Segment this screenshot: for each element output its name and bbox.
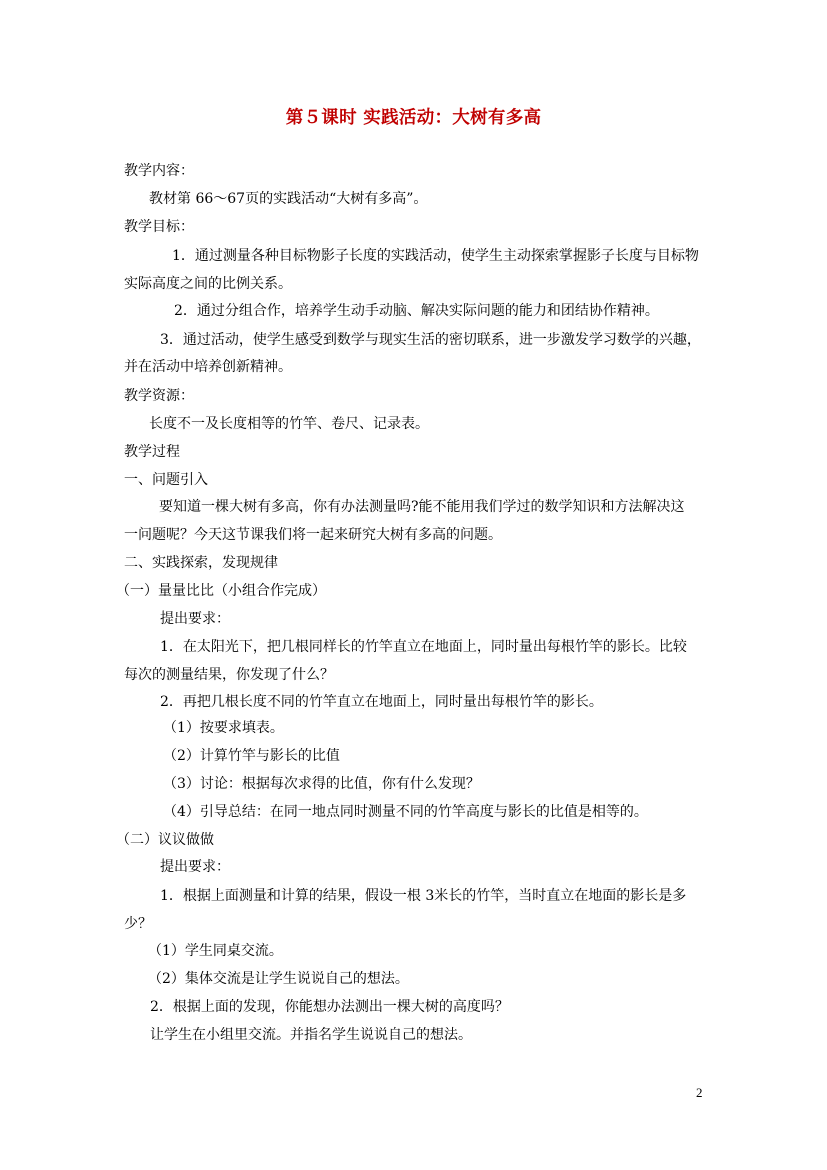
text-line: 一、问题引入 bbox=[124, 472, 208, 488]
text-line: （4）引导总结：在同一地点同时测量不同的竹竿高度与影长的比值是相等的。 bbox=[163, 804, 648, 820]
text-line: 二、实践探索，发现规律 bbox=[124, 555, 278, 571]
text-line: 一问题呢？今天这节课我们将一起来研究大树有多高的问题。 bbox=[124, 527, 502, 543]
text-line: 2．通过分组合作，培养学生动手动脑、解决实际问题的能力和团结协作精神。 bbox=[174, 303, 659, 319]
lesson-title: 第５课时 实践活动：大树有多高 bbox=[285, 108, 542, 128]
text-line: 每次的测量结果，你发现了什么？ bbox=[124, 667, 334, 683]
text-line: 教学目标： bbox=[124, 219, 194, 235]
text-line: （1）按要求填表。 bbox=[163, 720, 284, 736]
text-line: 少？ bbox=[124, 916, 152, 932]
text-line: （一）量量比比（小组合作完成） bbox=[116, 583, 326, 599]
text-line: 并在活动中培养创新精神。 bbox=[124, 359, 292, 375]
text-line: 教材第 66～67页的实践活动“大树有多高”。 bbox=[149, 191, 428, 207]
text-line: 长度不一及长度相等的竹竿、卷尺、记录表。 bbox=[149, 416, 429, 432]
text-line: （3）讨论：根据每次求得的比值，你有什么发现？ bbox=[163, 776, 480, 792]
text-line: 让学生在小组里交流。并指名学生说说自己的想法。 bbox=[150, 1027, 472, 1043]
text-line: 要知道一棵大树有多高，你有办法测量吗?能不能用我们学过的数学知识和方法解决这 bbox=[159, 499, 685, 515]
text-line: （1）学生同桌交流。 bbox=[148, 943, 283, 959]
text-line: 2．根据上面的发现，你能想办法测出一棵大树的高度吗？ bbox=[150, 999, 509, 1015]
text-line: 1．在太阳光下，把几根同样长的竹竿直立在地面上，同时量出每根竹竿的影长。比较 bbox=[160, 639, 687, 655]
text-line: （2）集体交流是让学生说说自己的想法。 bbox=[148, 971, 409, 987]
text-line: 教学内容： bbox=[124, 163, 194, 179]
text-line: 2．再把几根长度不同的竹竿直立在地面上，同时量出每根竹竿的影长。 bbox=[160, 694, 603, 710]
page-number: 2 bbox=[696, 1085, 703, 1100]
text-line: 教学资源： bbox=[124, 388, 194, 404]
text-line: 提出要求： bbox=[160, 611, 230, 627]
text-line: 1．通过测量各种目标物影子长度的实践活动，使学生主动探索掌握影子长度与目标物 bbox=[172, 248, 699, 264]
text-line: 3．通过活动，使学生感受到数学与现实生活的密切联系，进一步激发学习数学的兴趣， bbox=[160, 332, 701, 348]
text-line: 教学过程 bbox=[124, 444, 180, 460]
text-line: 提出要求： bbox=[160, 859, 230, 875]
text-line: （二）议议做做 bbox=[116, 832, 214, 848]
text-line: 1．根据上面测量和计算的结果，假设一根 3米长的竹竿，当时直立在地面的影长是多 bbox=[160, 888, 687, 904]
text-line: 实际高度之间的比例关系。 bbox=[124, 276, 292, 292]
text-line: （2）计算竹竿与影长的比值 bbox=[163, 748, 340, 764]
